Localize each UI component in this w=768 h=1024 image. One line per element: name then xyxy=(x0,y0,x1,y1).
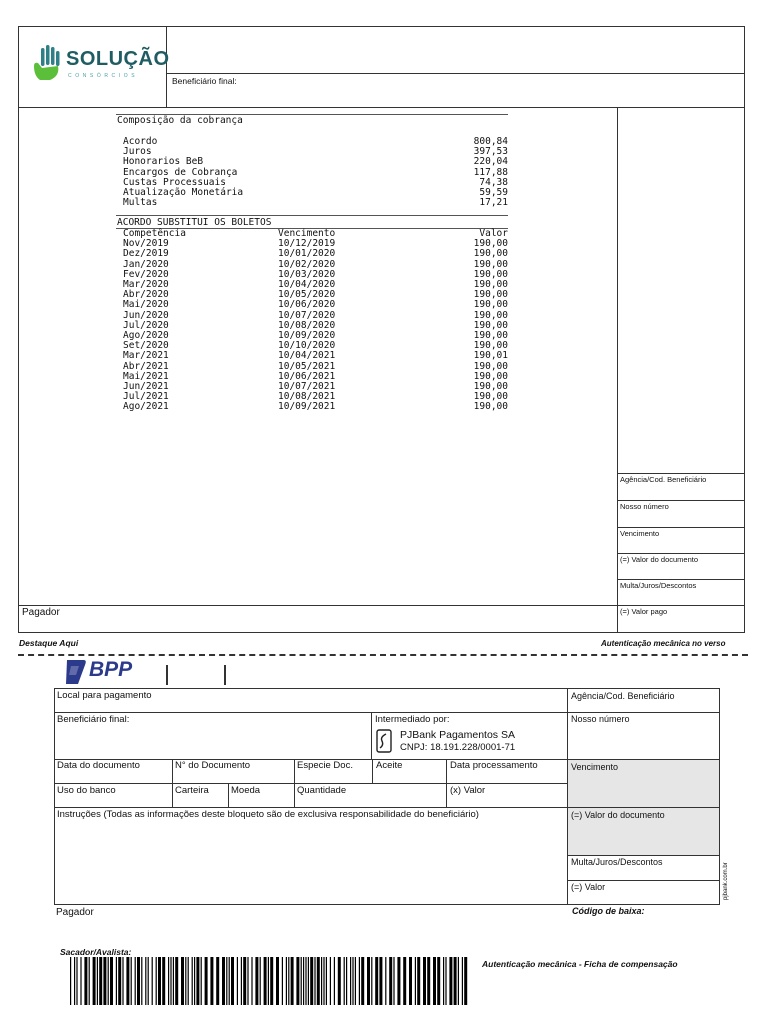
divider xyxy=(224,665,226,685)
barcode-bar xyxy=(80,957,81,1005)
pagador-label: Pagador xyxy=(56,907,94,918)
barcode-bar xyxy=(352,957,353,1005)
barcode-bar xyxy=(314,957,315,1005)
multa-label: Multa/Juros/Descontos xyxy=(620,581,697,590)
beneficiario-final-label: Beneficiário final: xyxy=(57,714,130,725)
valor-cell: 190,00 xyxy=(473,330,508,342)
instrucoes-label: Instruções (Todas as informações deste bloqueto são de exclusiva responsabilidade do beneficiário) xyxy=(57,809,479,820)
competencia-cell: Ago/2020 xyxy=(123,330,169,342)
valor-cell: 190,00 xyxy=(473,340,508,352)
vencimento-label: Vencimento xyxy=(571,762,619,772)
valor-cell: 190,00 xyxy=(473,309,508,321)
barcode-bar xyxy=(192,957,193,1005)
valor-cell: 190,00 xyxy=(473,370,508,382)
divider xyxy=(166,665,168,685)
pjbank-logo-icon xyxy=(376,729,392,753)
barcode-bar xyxy=(417,957,420,1005)
valor-cell: 190,00 xyxy=(473,319,508,331)
barcode-bar xyxy=(393,957,394,1005)
barcode-bar xyxy=(350,957,351,1005)
barcode-bar xyxy=(367,957,370,1005)
barcode-bar xyxy=(282,957,283,1005)
barcode-bar xyxy=(196,957,199,1005)
barcode-bar xyxy=(116,957,117,1005)
barcode-bar xyxy=(427,957,430,1005)
beneficiario-final-label: Beneficiário final: xyxy=(172,76,237,86)
multa-label: Multa/Juros/Descontos xyxy=(571,857,663,867)
sacador-label: Sacador/Avalista: xyxy=(60,947,132,957)
barcode-bar xyxy=(89,957,90,1005)
quantidade-label: Quantidade xyxy=(297,785,347,796)
barcode-bar xyxy=(181,957,184,1005)
competencia-cell: Mar/2020 xyxy=(123,279,169,291)
carteira-label: Carteira xyxy=(175,785,209,796)
barcode-bar xyxy=(93,957,96,1005)
composicao-item-value: 117,88 xyxy=(473,166,508,178)
composicao-row xyxy=(123,188,508,198)
barcode-bar xyxy=(433,957,436,1005)
barcode-bar xyxy=(371,957,372,1005)
composicao-item-value: 397,53 xyxy=(473,146,508,158)
x-valor-label: (x) Valor xyxy=(450,785,486,796)
barcode-bar xyxy=(145,957,146,1005)
barcode-bar xyxy=(458,957,459,1005)
barcode-bar xyxy=(423,957,426,1005)
vencimento-cell: 10/06/2020 xyxy=(278,299,336,311)
barcode-bar xyxy=(247,957,248,1005)
barcode-bar xyxy=(229,957,230,1005)
divider xyxy=(617,553,745,554)
especie-doc-label: Especie Doc. xyxy=(297,760,353,771)
valor-cell: 190,00 xyxy=(473,268,508,280)
barcode-bar xyxy=(308,957,309,1005)
bpp-logo-icon xyxy=(64,657,88,687)
barcode-bar xyxy=(449,957,452,1005)
barcode-bar xyxy=(205,957,208,1005)
intermediado-nome: PJBank Pagamentos SA xyxy=(400,729,515,741)
moeda-label: Moeda xyxy=(231,785,261,796)
composicao-title: Composição da cobrança xyxy=(117,115,243,126)
barcode-bar xyxy=(334,957,335,1005)
autenticacao-ficha: Autenticação mecânica - Ficha de compensação xyxy=(482,959,678,969)
vencimento-cell: 10/05/2020 xyxy=(278,289,336,301)
bpp-logo-text: BPP xyxy=(89,658,133,681)
vencimento-cell: 10/04/2020 xyxy=(278,279,336,291)
competencia-cell: Mai/2020 xyxy=(123,299,169,311)
barcode-bar xyxy=(152,957,153,1005)
cut-line xyxy=(18,654,748,656)
composicao-item-value: 17,21 xyxy=(479,197,508,209)
divider xyxy=(617,579,745,580)
divider xyxy=(371,712,372,759)
divider xyxy=(617,500,745,501)
uso-banco-label: Uso do banco xyxy=(57,785,116,796)
divider xyxy=(294,759,295,807)
autenticacao-verso: Autenticação mecânica no verso xyxy=(601,639,726,648)
barcode-bar xyxy=(237,957,238,1005)
vencimento-cell: 10/09/2021 xyxy=(278,401,336,413)
divider xyxy=(617,107,618,633)
divider xyxy=(18,605,745,606)
barcode-bar xyxy=(70,957,71,1005)
competencia-cell: Nov/2019 xyxy=(123,238,169,250)
barcode-bar xyxy=(110,957,113,1005)
barcode-bar xyxy=(445,957,446,1005)
divider xyxy=(166,73,745,74)
barcode-bar xyxy=(243,957,246,1005)
intermediado-cnpj: CNPJ: 18.191.228/0001-71 xyxy=(400,742,516,753)
composicao-row xyxy=(123,137,508,147)
barcode-bar xyxy=(255,957,258,1005)
barcode-bar xyxy=(162,957,165,1005)
composicao-item-label: Multas xyxy=(123,197,158,209)
codigo-baixa-label: Código de baixa: xyxy=(572,906,645,916)
barcode-bar xyxy=(338,957,341,1005)
local-pagamento-label: Local para pagamento xyxy=(57,690,152,701)
valor-pago-label: (=) Valor pago xyxy=(620,607,668,616)
barcode-bar xyxy=(305,957,306,1005)
barcode-bar xyxy=(462,957,463,1005)
barcode-bar xyxy=(137,957,140,1005)
composicao-item-value: 220,04 xyxy=(473,156,508,168)
acordo-title: ACORDO SUBSTITUI OS BOLETOS xyxy=(117,217,272,228)
valor-cell: 190,00 xyxy=(473,238,508,250)
intermediado-label: Intermediado por: xyxy=(375,714,450,725)
barcode-bar xyxy=(344,957,345,1005)
vencimento-cell: 10/03/2020 xyxy=(278,268,336,280)
barcode-bar xyxy=(156,957,157,1005)
composicao-item-label: Juros xyxy=(123,146,152,158)
competencia-cell: Mar/2021 xyxy=(123,350,169,362)
barcode-bar xyxy=(415,957,416,1005)
divider xyxy=(446,759,447,807)
divider xyxy=(54,807,720,808)
barcode-bar xyxy=(260,957,261,1005)
competencia-cell: Ago/2021 xyxy=(123,401,169,413)
divider xyxy=(567,855,720,856)
valor-cell: 190,01 xyxy=(473,350,508,362)
composicao-row xyxy=(123,198,508,208)
acordo-table xyxy=(123,229,508,413)
divider xyxy=(617,473,745,474)
barcode-bar xyxy=(231,957,234,1005)
barcode-bar xyxy=(268,957,269,1005)
valor-cell: 190,00 xyxy=(473,299,508,311)
composicao-item-label: Atualização Monetária xyxy=(123,187,244,199)
divider xyxy=(54,712,720,713)
barcode-bar xyxy=(288,957,289,1005)
barcode-bar xyxy=(346,957,347,1005)
valor-cell: 190,00 xyxy=(473,391,508,403)
barcode-bar xyxy=(291,957,294,1005)
divider xyxy=(372,759,373,783)
composicao-item-value: 59,59 xyxy=(479,187,508,199)
vencimento-cell: 10/07/2021 xyxy=(278,381,336,393)
agencia-label: Agência/Cod. Beneficiário xyxy=(571,691,675,701)
composicao-item-value: 74,38 xyxy=(479,176,508,188)
barcode-bar xyxy=(276,957,279,1005)
barcode-bar xyxy=(126,957,129,1005)
barcode-bar xyxy=(210,957,213,1005)
barcode-bar xyxy=(99,957,102,1005)
logo-tagline: CONSÓRCIOS xyxy=(68,73,139,79)
data-processamento-label: Data processamento xyxy=(450,760,538,771)
barcode-bar xyxy=(437,957,440,1005)
barcode-bar xyxy=(148,957,149,1005)
barcode-bar xyxy=(241,957,242,1005)
vencimento-label: Vencimento xyxy=(620,529,660,538)
competencia-cell: Jun/2020 xyxy=(123,309,169,321)
barcode-bar xyxy=(185,957,186,1005)
vencimento-cell: 10/09/2020 xyxy=(278,330,336,342)
valor-label: (=) Valor xyxy=(571,882,606,892)
vencimento-cell: 10/02/2020 xyxy=(278,258,336,270)
nosso-numero-label: Nosso número xyxy=(571,714,630,724)
competencia-cell: Dez/2019 xyxy=(123,248,169,260)
barcode-bar xyxy=(74,957,75,1005)
divider xyxy=(172,759,173,807)
barcode-bar xyxy=(397,957,400,1005)
barcode-bar xyxy=(122,957,123,1005)
vencimento-cell: 10/08/2020 xyxy=(278,319,336,331)
nosso-numero-label: Nosso número xyxy=(620,502,669,511)
header-competencia: Competência xyxy=(123,228,186,239)
barcode-bar xyxy=(323,957,324,1005)
competencia-cell: Jul/2020 xyxy=(123,319,169,331)
barcode-bar xyxy=(118,957,121,1005)
hand-logo-icon xyxy=(32,44,64,84)
composicao-item-label: Acordo xyxy=(123,136,158,147)
logo-brand: SOLUÇÃO xyxy=(66,48,170,70)
barcode-bar xyxy=(76,957,77,1005)
competencia-cell: Jul/2021 xyxy=(123,391,169,403)
valor-documento-label: (=) Valor do documento xyxy=(620,555,699,564)
pagador-label: Pagador xyxy=(22,607,60,618)
header-valor: Valor xyxy=(479,228,508,239)
barcode-bar xyxy=(317,957,320,1005)
divider xyxy=(18,107,745,108)
vencimento-cell: 10/06/2021 xyxy=(278,370,336,382)
barcode-bar xyxy=(301,957,302,1005)
barcode-bar xyxy=(330,957,331,1005)
competencia-cell: Abr/2020 xyxy=(123,289,169,301)
valor-cell: 190,00 xyxy=(473,360,508,372)
barcode-bar xyxy=(201,957,202,1005)
barcode-bar xyxy=(97,957,98,1005)
valor-cell: 190,00 xyxy=(473,289,508,301)
barcode-bar xyxy=(264,957,267,1005)
barcode-bar xyxy=(286,957,287,1005)
barcode-bar xyxy=(443,957,444,1005)
valor-cell: 190,00 xyxy=(473,279,508,291)
destaque-aqui: Destaque Aqui xyxy=(19,638,79,648)
vencimento-cell: 10/04/2021 xyxy=(278,350,336,362)
composicao-item-label: Custas Processuais xyxy=(123,176,226,188)
agencia-label: Agência/Cod. Beneficiário xyxy=(620,475,707,484)
barcode-bar xyxy=(270,957,273,1005)
composicao-item-label: Honorarios BeB xyxy=(123,156,204,168)
barcode-bar xyxy=(251,957,252,1005)
barcode-bar xyxy=(464,957,467,1005)
divider xyxy=(228,783,229,807)
vencimento-cell: 10/08/2021 xyxy=(278,391,336,403)
barcode-bar xyxy=(355,957,356,1005)
rule xyxy=(116,215,508,216)
vencimento-cell: 10/12/2019 xyxy=(278,238,336,250)
barcode-bar xyxy=(359,957,360,1005)
barcode-bar xyxy=(158,957,161,1005)
barcode-bar xyxy=(175,957,178,1005)
valor-cell: 190,00 xyxy=(473,248,508,260)
barcode-bar xyxy=(141,957,142,1005)
barcode-bar xyxy=(389,957,392,1005)
barcode-bar xyxy=(361,957,364,1005)
barcode-bar xyxy=(216,957,219,1005)
barcode-bar xyxy=(409,957,412,1005)
pjbank-side-text: pjbank.com.br xyxy=(723,862,729,900)
competencia-cell: Abr/2021 xyxy=(123,360,169,372)
barcode-bar xyxy=(296,957,299,1005)
barcode-bar xyxy=(135,957,136,1005)
barcode-bar xyxy=(173,957,174,1005)
competencia-cell: Set/2020 xyxy=(123,340,169,352)
valor-cell: 190,00 xyxy=(473,381,508,393)
barcode-bar xyxy=(170,957,171,1005)
barcode xyxy=(70,957,470,1005)
barcode-bar xyxy=(131,957,132,1005)
composicao-item-label: Encargos de Cobrança xyxy=(123,166,238,178)
competencia-cell: Mai/2021 xyxy=(123,370,169,382)
competencia-cell: Jan/2020 xyxy=(123,258,169,270)
barcode-bar xyxy=(222,957,225,1005)
competencia-cell: Jun/2021 xyxy=(123,381,169,393)
barcode-bar xyxy=(188,957,189,1005)
divider xyxy=(567,880,720,881)
valor-documento-label: (=) Valor do documento xyxy=(571,810,665,820)
vencimento-cell: 10/01/2020 xyxy=(278,248,336,260)
barcode-bar xyxy=(303,957,304,1005)
barcode-bar xyxy=(168,957,169,1005)
barcode-bar xyxy=(326,957,327,1005)
barcode-bar xyxy=(375,957,378,1005)
divider xyxy=(617,527,745,528)
barcode-bar xyxy=(108,957,109,1005)
vencimento-cell: 10/07/2020 xyxy=(278,309,336,321)
valor-cell: 190,00 xyxy=(473,258,508,270)
vencimento-cell: 10/05/2021 xyxy=(278,360,336,372)
composicao-item-value: 800,84 xyxy=(473,136,508,147)
composicao-table xyxy=(123,137,508,208)
barcode-bar xyxy=(379,957,382,1005)
barcode-bar xyxy=(226,957,227,1005)
barcode-bar xyxy=(103,957,106,1005)
acordo-row xyxy=(123,402,508,412)
valor-cell: 190,00 xyxy=(473,401,508,413)
data-documento-label: Data do documento xyxy=(57,760,140,771)
barcode-bar xyxy=(84,957,87,1005)
barcode-bar xyxy=(321,957,322,1005)
barcode-bar xyxy=(403,957,406,1005)
vencimento-cell: 10/10/2020 xyxy=(278,340,336,352)
divider xyxy=(54,783,567,784)
barcode-bar xyxy=(194,957,195,1005)
barcode-bar xyxy=(310,957,313,1005)
solucao-logo xyxy=(30,42,170,88)
competencia-cell: Fev/2020 xyxy=(123,268,169,280)
barcode-bar xyxy=(385,957,386,1005)
barcode-bar xyxy=(454,957,457,1005)
header-vencimento: Vencimento xyxy=(278,228,336,239)
aceite-label: Aceite xyxy=(376,760,403,771)
n-documento-label: N° do Documento xyxy=(175,760,251,771)
